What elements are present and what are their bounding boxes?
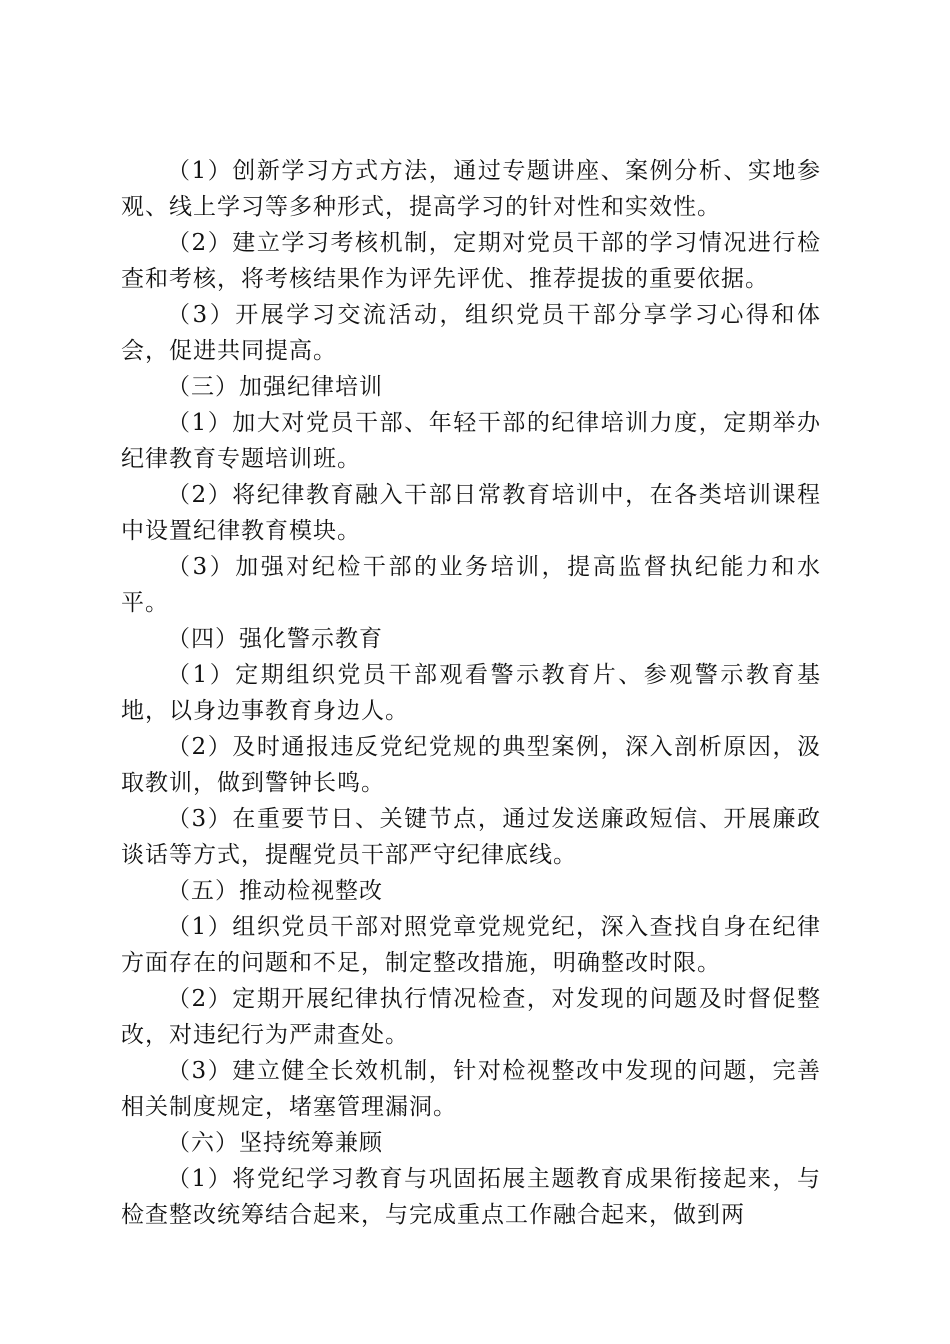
- section-heading: （三）加强纪律培训: [167, 374, 383, 400]
- list-item: （2）建立学习考核机制，定期对党员干部的学习情况进行检查和考核，将考核结果作为评先评优、推荐提拔的重要依据。: [121, 230, 821, 292]
- list-item: （2）定期开展纪律执行情况检查，对发现的问题及时督促整改，对违纪行为严肃查处。: [121, 986, 821, 1048]
- list-item: （1）加大对党员干部、年轻干部的纪律培训力度，定期举办纪律教育专题培训班。: [121, 410, 821, 472]
- document-body: [121, 153, 821, 1233]
- list-item: （3）建立健全长效机制，针对检视整改中发现的问题，完善相关制度规定，堵塞管理漏洞。: [121, 1058, 821, 1120]
- list-item: （1）将党纪学习教育与巩固拓展主题教育成果衔接起来，与检查整改统筹结合起来，与完成重点工作融合起来，做到两: [121, 1166, 821, 1228]
- list-item: （2）及时通报违反党纪党规的典型案例，深入剖析原因，汲取教训，做到警钟长鸣。: [121, 734, 821, 796]
- list-item: （3）开展学习交流活动，组织党员干部分享学习心得和体会，促进共同提高。: [121, 302, 821, 364]
- section-heading: （五）推动检视整改: [167, 878, 383, 904]
- section-heading: （四）强化警示教育: [167, 626, 383, 652]
- list-item: （1）定期组织党员干部观看警示教育片、参观警示教育基地，以身边事教育身边人。: [121, 662, 821, 724]
- list-item: （3）加强对纪检干部的业务培训，提高监督执纪能力和水平。: [121, 554, 821, 616]
- list-item: （2）将纪律教育融入干部日常教育培训中，在各类培训课程中设置纪律教育模块。: [121, 482, 821, 544]
- list-item: （1）组织党员干部对照党章党规党纪，深入查找自身在纪律方面存在的问题和不足，制定整改措施，明确整改时限。: [121, 914, 821, 976]
- list-item: （3）在重要节日、关键节点，通过发送廉政短信、开展廉政谈话等方式，提醒党员干部严守纪律底线。: [121, 806, 821, 868]
- list-item: （1）创新学习方式方法，通过专题讲座、案例分析、实地参观、线上学习等多种形式，提高学习的针对性和实效性。: [121, 158, 821, 220]
- section-heading: （六）坚持统筹兼顾: [167, 1130, 383, 1156]
